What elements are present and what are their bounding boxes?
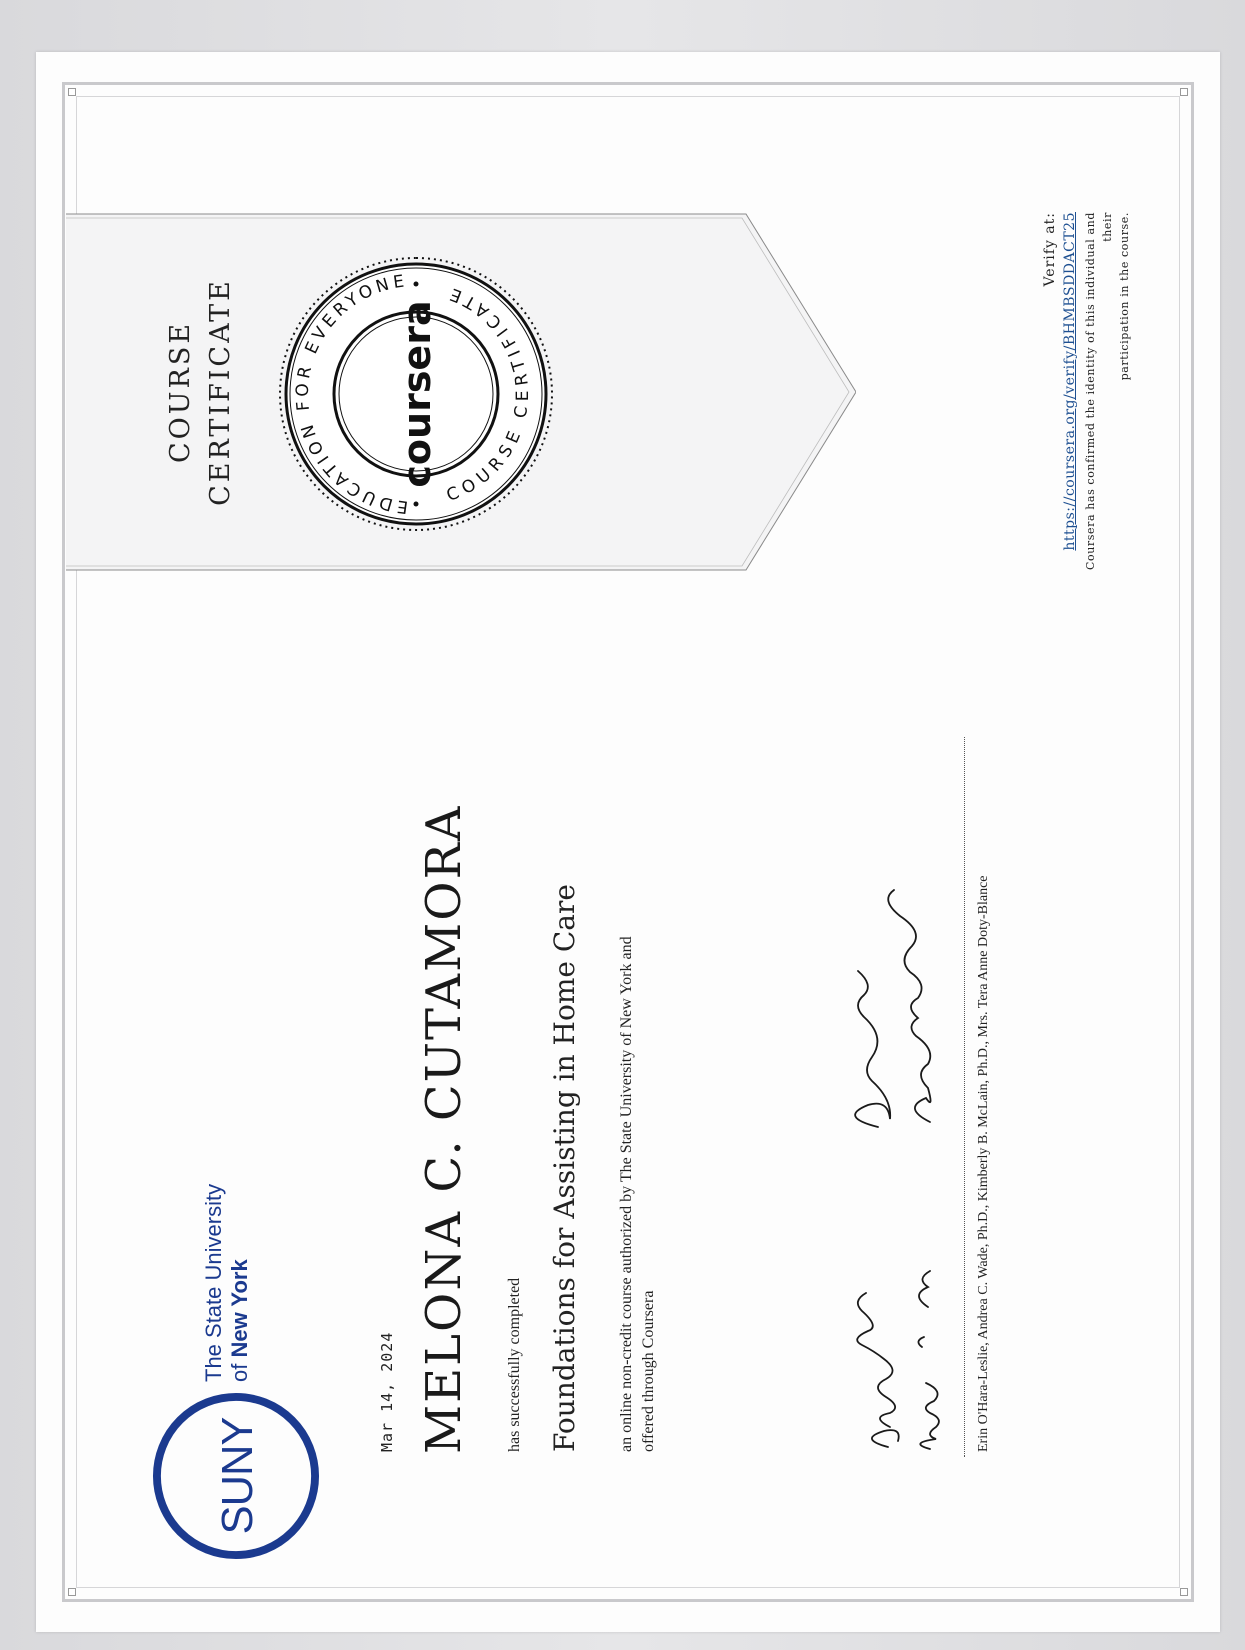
signature-mclain (918, 1271, 938, 1449)
signature-wade (855, 971, 890, 1127)
corner-ornament (68, 1588, 76, 1596)
signer-names: Erin O'Hara-Leslie, Andrea C. Wade, Ph.D., Kimberly B. McLain, Ph.D., Mrs. Tera Anne Doty-Blance (976, 875, 991, 1452)
seal-dot (414, 282, 419, 287)
corner-ornament (1180, 88, 1188, 96)
signature-oharra (857, 1293, 899, 1447)
ribbon-title (161, 242, 241, 542)
completed-text: has successfully completed (506, 1277, 523, 1452)
suny-name (201, 1184, 253, 1382)
ribbon-title-line1: COURSE (165, 320, 196, 464)
verify-label: Verify at: (1042, 212, 1058, 287)
verify-note (1082, 212, 1133, 600)
certificate-sheet (36, 52, 1220, 1632)
suny-name-bold: New York (227, 1259, 252, 1358)
corner-ornament (68, 88, 76, 96)
coursera-seal (276, 254, 556, 534)
suny-logo (151, 1390, 321, 1562)
suny-mark: SUNY (213, 1417, 262, 1535)
verify-note-line2: participation in the course. (1118, 212, 1131, 381)
corner-ornament (1180, 1588, 1188, 1596)
suny-name-prefix: of (227, 1357, 252, 1382)
seal-ring-bottom-text: COURSE CERTIFICATE (443, 282, 533, 506)
verify-link[interactable]: https://coursera.org/verify/BHMBSDDACT25 (1062, 212, 1078, 551)
suny-name-line2 (227, 1184, 253, 1382)
ribbon-title-line2: CERTIFICATE (205, 278, 236, 506)
seal-ring-top-text: EDUCATION FOR EVERYONE (292, 271, 410, 517)
coursera-wordmark: coursera (395, 300, 439, 488)
certificate-content (36, 52, 1220, 1632)
issue-date: Mar 14, 2024 (378, 1331, 396, 1452)
course-description: an online non-credit course authorized by The State University of New York and offered through Coursera (618, 936, 657, 1452)
verify-note-line1: Coursera has confirmed the identity of this individual and their (1084, 212, 1114, 570)
course-title: Foundations for Assisting in Home Care (548, 884, 581, 1452)
recipient-name: MELONA C. CUTAMORA (416, 804, 472, 1454)
signatures (818, 717, 958, 1457)
signature-doty-blance (888, 890, 930, 1122)
signature-line (964, 737, 965, 1457)
seal-dot (414, 502, 419, 507)
suny-name-line1: The State University (201, 1183, 226, 1382)
